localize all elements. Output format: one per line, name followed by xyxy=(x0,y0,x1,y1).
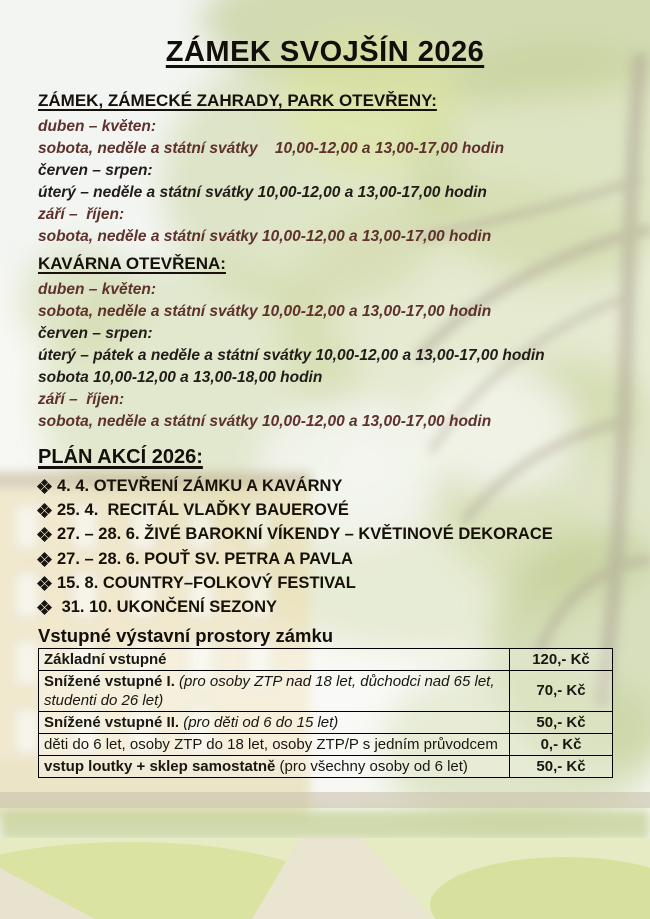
section-castle-hours xyxy=(38,90,640,248)
castle-hours-heading: ZÁMEK, ZÁMECKÉ ZAHRADY, PARK OTEVŘENY: xyxy=(38,91,437,110)
schedule-line: úterý – pátek a neděle a státní svátky 10,00-12,00 a 13,00-17,00 hodin xyxy=(38,347,545,364)
schedule-line: sobota, neděle a státní svátky 10,00-12,00 a 13,00-17,00 hodin xyxy=(38,140,505,157)
four-diamond-bullet-icon xyxy=(38,528,51,541)
label-cell xyxy=(39,711,510,733)
event-item xyxy=(38,571,640,595)
table-row xyxy=(39,670,613,711)
castle-hours-lines xyxy=(38,116,640,248)
events-list xyxy=(38,474,640,620)
event-item-label: 15. 8. COUNTRY–FOLKOVÝ FESTIVAL xyxy=(57,573,356,592)
event-item xyxy=(38,547,640,571)
schedule-line: sobota, neděle a státní svátky 10,00-12,00 a 13,00-17,00 hodin xyxy=(38,413,492,430)
pricing-table xyxy=(38,648,613,778)
row-label-bold: Snížené vstupné I. xyxy=(44,672,175,690)
row-label-italic: (pro děti od 6 do 15 let) xyxy=(179,713,339,731)
schedule-line: sobota, neděle a státní svátky 10,00-12,00 a 13,00-17,00 hodin xyxy=(38,303,492,320)
schedule-line: červen – srpen: xyxy=(38,325,153,342)
price-cell: 50,- Kč xyxy=(510,711,613,733)
schedule-line: září – říjen: xyxy=(38,391,125,408)
table-row xyxy=(39,733,613,755)
label-cell xyxy=(39,733,510,755)
event-item xyxy=(38,498,640,522)
section-cafe-hours xyxy=(38,253,640,433)
four-diamond-bullet-icon xyxy=(38,601,51,614)
pricing-heading: Vstupné výstavní prostory zámku xyxy=(38,624,334,646)
four-diamond-bullet-icon xyxy=(38,504,51,517)
schedule-line: září – říjen: xyxy=(38,206,125,223)
four-diamond-bullet-icon xyxy=(38,577,51,590)
table-row xyxy=(39,648,613,670)
event-item xyxy=(38,474,640,498)
event-item-label: 25. 4. RECITÁL VLAĎKY BAUEROVÉ xyxy=(57,500,349,519)
label-cell xyxy=(39,670,510,711)
event-item xyxy=(38,595,640,619)
event-item-label: 27. – 28. 6. POUŤ SV. PETRA A PAVLA xyxy=(57,549,353,568)
price-cell: 120,- Kč xyxy=(510,648,613,670)
four-diamond-bullet-icon xyxy=(38,553,51,566)
row-label-regular: (pro všechny osoby od 6 let) xyxy=(275,757,468,775)
event-item-label: 4. 4. OTEVŘENÍ ZÁMKU A KAVÁRNY xyxy=(57,476,343,495)
event-item-label: 31. 10. UKONČENÍ SEZONY xyxy=(57,598,278,617)
schedule-line: sobota, neděle a státní svátky 10,00-12,00 a 13,00-17,00 hodin xyxy=(38,228,492,245)
cafe-hours-lines xyxy=(38,279,640,433)
events-heading: PLÁN AKCÍ 2026: xyxy=(38,446,203,468)
event-item xyxy=(38,523,640,547)
row-label-bold: Snížené vstupné II. xyxy=(44,713,180,731)
page-title: ZÁMEK SVOJŠÍN 2026 xyxy=(165,36,485,68)
schedule-line: červen – srpen: xyxy=(38,162,153,179)
price-cell: 50,- Kč xyxy=(510,755,613,777)
schedule-line: úterý – neděle a státní svátky 10,00-12,00 a 13,00-17,00 hodin xyxy=(38,184,487,201)
table-row xyxy=(39,755,613,777)
price-cell: 0,- Kč xyxy=(510,733,613,755)
row-label-bold: Základní vstupné xyxy=(44,650,167,668)
row-label-italic: (pro osoby ZTP nad 18 let, důchodci nad 65 let, studenti do 26 let) xyxy=(44,672,495,709)
event-item-label: 27. – 28. 6. ŽIVÉ BAROKNÍ VÍKENDY – KVĚTINOVÉ DEKORACE xyxy=(57,525,553,544)
label-cell xyxy=(39,648,510,670)
row-label-bold: vstup loutky + sklep samostatně xyxy=(44,757,276,775)
row-label-regular: děti do 6 let, osoby ZTP do 18 let, osoby ZTP/P s jedním průvodcem xyxy=(44,735,498,753)
table-row xyxy=(39,711,613,733)
schedule-line: duben – květen: xyxy=(38,281,156,298)
section-pricing xyxy=(38,625,640,778)
section-events xyxy=(38,444,640,620)
cafe-hours-heading: KAVÁRNA OTEVŘENA: xyxy=(38,254,226,273)
schedule-line: sobota 10,00-12,00 a 13,00-18,00 hodin xyxy=(38,369,323,386)
schedule-line: duben – květen: xyxy=(38,118,156,135)
four-diamond-bullet-icon xyxy=(38,480,51,493)
label-cell xyxy=(39,755,510,777)
price-cell: 70,- Kč xyxy=(510,670,613,711)
